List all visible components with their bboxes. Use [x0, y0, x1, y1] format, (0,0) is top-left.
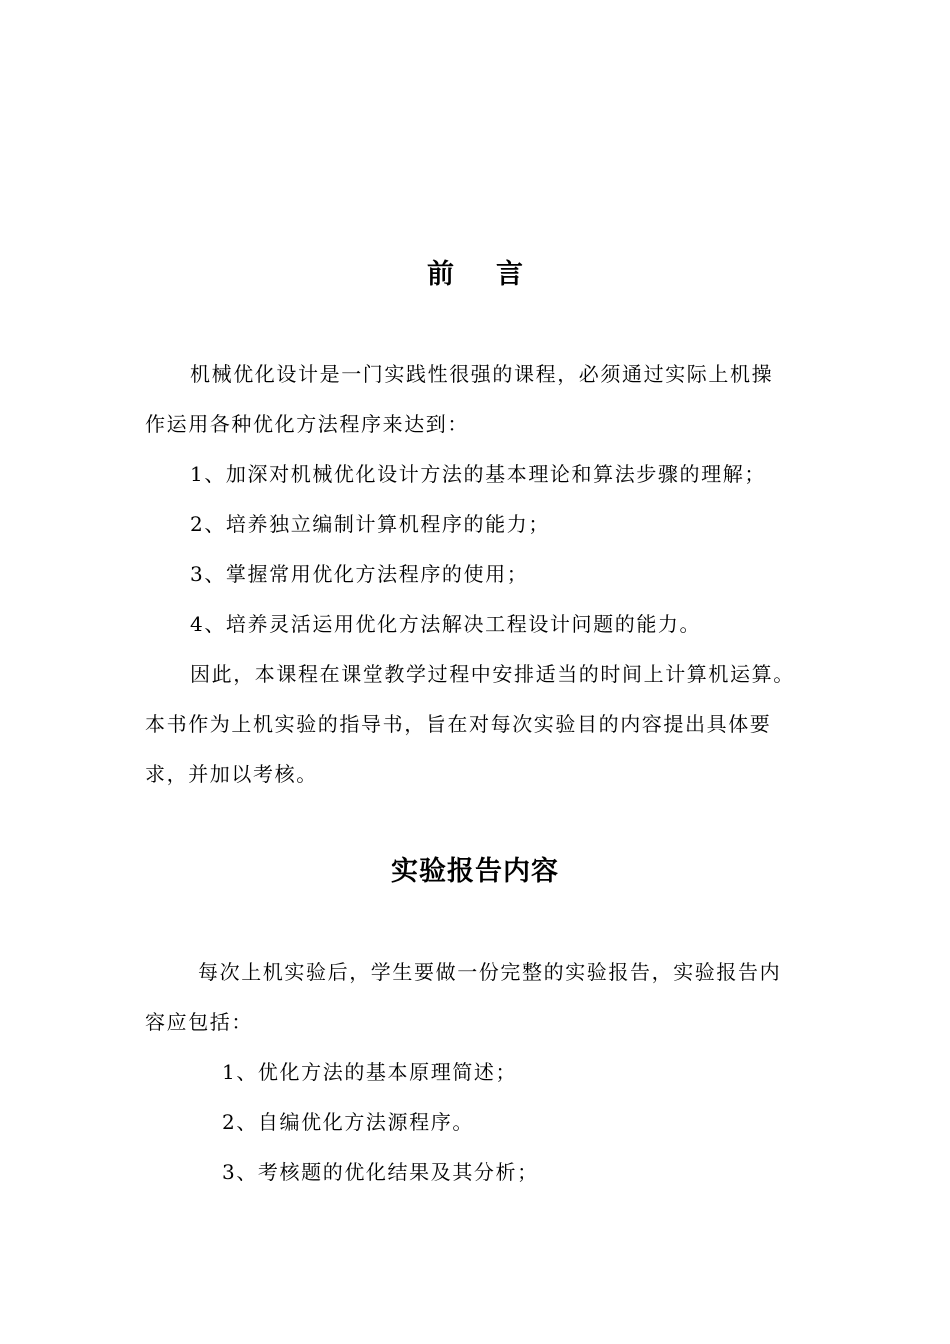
report-list-item-1: 1、优化方法的基本原理简述； — [222, 1060, 518, 1084]
report-list-item-3: 3、考核题的优化结果及其分析； — [222, 1160, 539, 1184]
report-intro-line1: 每次上机实验后，学生要做一份完整的实验报告，实验报告内 — [198, 960, 782, 984]
preface-list-item-4: 4、培养灵活运用优化方法解决工程设计问题的能力。 — [190, 612, 702, 636]
report-heading: 实验报告内容 — [391, 856, 559, 887]
preface-list-item-2: 2、培养独立编制计算机程序的能力； — [190, 512, 550, 536]
preface-paragraph2-line2: 本书作为上机实验的指导书，旨在对每次实验目的内容提出具体要 — [145, 712, 772, 736]
report-list-item-2: 2、自编优化方法源程序。 — [222, 1110, 474, 1134]
preface-list-item-3: 3、掌握常用优化方法程序的使用； — [190, 562, 529, 586]
preface-heading: 前言 — [427, 259, 565, 290]
preface-list-item-1: 1、加深对机械优化设计方法的基本理论和算法步骤的理解； — [190, 462, 766, 486]
preface-paragraph1-line1: 机械优化设计是一门实践性很强的课程，必须通过实际上机操 — [190, 362, 774, 386]
report-intro-line2: 容应包括： — [145, 1010, 253, 1034]
preface-paragraph2-line3: 求，并加以考核。 — [145, 762, 318, 786]
preface-paragraph1-line2: 作运用各种优化方法程序来达到： — [145, 412, 469, 436]
preface-paragraph2-line1: 因此，本课程在课堂教学过程中安排适当的时间上计算机运算。 — [190, 662, 795, 686]
